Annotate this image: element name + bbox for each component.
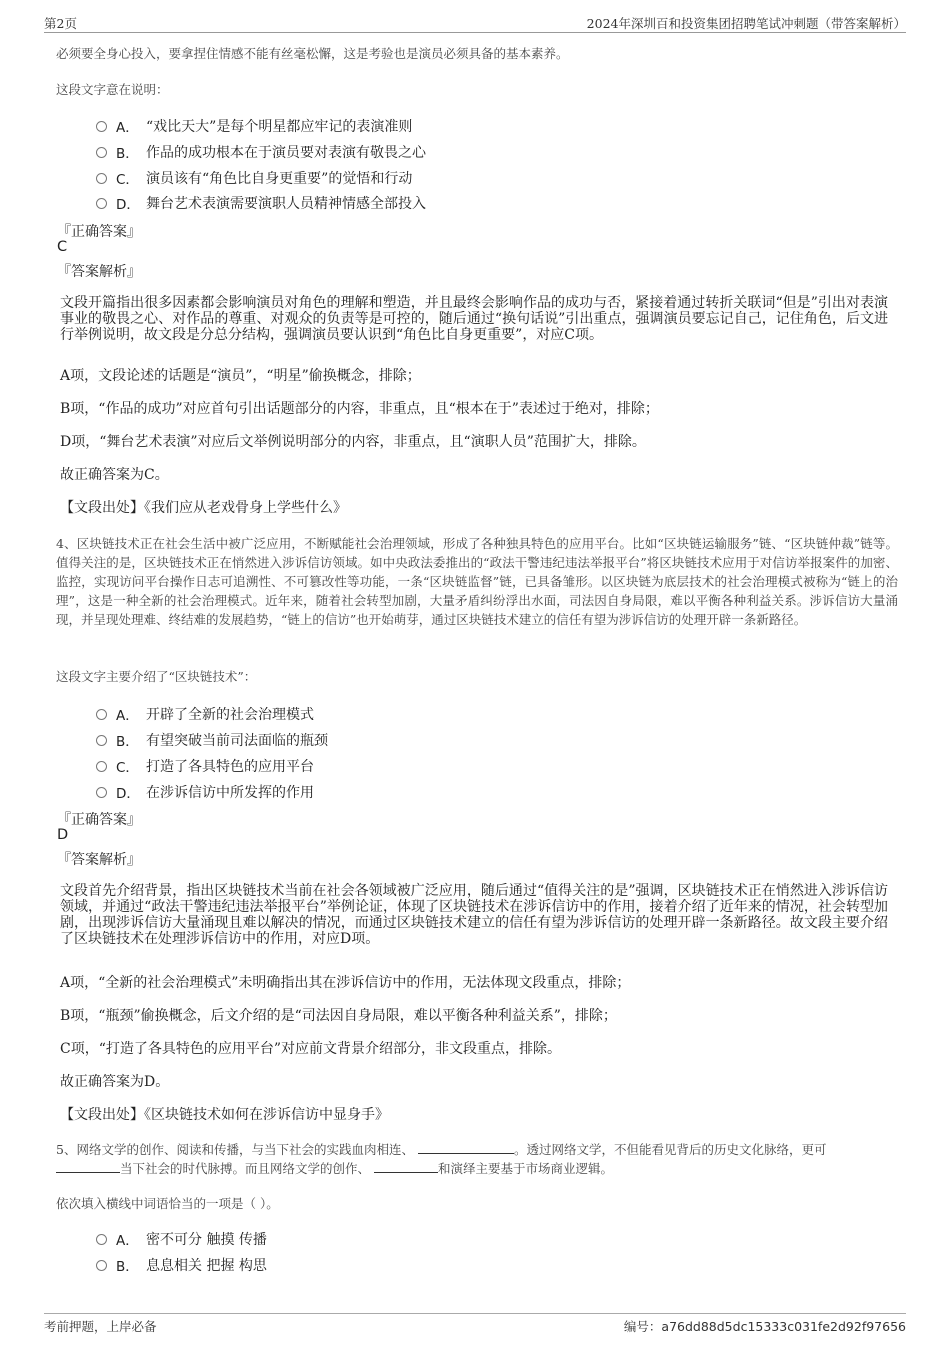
radio-icon[interactable] (96, 1260, 107, 1271)
q3-prompt: 这段文字意在说明： (56, 82, 169, 97)
q3-analysis-line-d: D项，“舞台艺术表演”对应后文举例说明部分的内容，非重点，且“演职人员”范围扩大，排除。 (60, 434, 646, 450)
q4-conclusion: 故正确答案为D。 (60, 1074, 170, 1090)
q4-source: 【文段出处】《区块链技术如何在涉诉信访中显身手》 (60, 1107, 389, 1123)
radio-icon[interactable] (96, 735, 107, 746)
q5-prompt: 依次填入横线中词语恰当的一项是（ ）。 (56, 1196, 279, 1211)
page-footer (44, 1313, 906, 1338)
q3-analysis-line-a: A项，文段论述的话题是“演员”，“明星”偷换概念，排除； (60, 368, 421, 384)
blank-1[interactable] (418, 1141, 514, 1154)
radio-icon[interactable] (96, 121, 107, 132)
q4-stem: 4、区块链技术正在社会生活中被广泛应用，不断赋能社会治理领域，形成了各种独具特色的应用平台。比如“区块链运输服务”链、“区块链仲裁”链等。值得关注的是，区块链技术正在悄然进入涉诉信访领域。如中央政法委推出的“政法干警违纪违法举报平台”将区块链技术应用于对信访举报案件的加密、监控，实现访问平台操作日志可追溯性、不可篡改性等功能，一条“区块链监督”链，已具备雏形。以区块链为底层技术的社会治理模式被称为“链上的治理”，这是一种全新的社会治理模式。近年来，随着社会转型加剧，大量矛盾纠纷浮出水面，司法因自身局限，难以平衡各种利益关系。涉诉信访大量涌现，并呈现处理难、终结难的发展趋势，“链上的信访”也开始萌芽，通过区块链技术建立的信任有望为涉诉信访的处理开辟一条新路径。 (56, 536, 898, 627)
radio-icon[interactable] (96, 1234, 107, 1245)
q4-analysis-line-b: B项，“瓶颈”偷换概念，后文介绍的是“司法因自身局限，难以平衡各种利益关系”，排除； (60, 1008, 617, 1024)
footer-slogan: 考前押题，上岸必备 (44, 1319, 157, 1334)
radio-icon[interactable] (96, 173, 107, 184)
document-title: 2024年深圳百和投资集团招聘笔试冲刺题（带答案解析） (586, 16, 906, 31)
q3-conclusion: 故正确答案为C。 (60, 467, 169, 483)
page-number: 第2页 (44, 16, 77, 31)
q4-analysis-label: 『答案解析』 (57, 852, 141, 868)
q4-prompt: 这段文字主要介绍了“区块链技术”： (56, 669, 257, 684)
q3-analysis-label: 『答案解析』 (57, 264, 141, 280)
q4-analysis-line-a: A项，“全新的社会治理模式”未明确指出其在涉诉信访中的作用，无法体现文段重点，排除； (60, 975, 631, 991)
q3-answer-label: 『正确答案』 (57, 224, 141, 240)
radio-icon[interactable] (96, 709, 107, 720)
radio-icon[interactable] (96, 761, 107, 772)
radio-icon[interactable] (96, 147, 107, 158)
blank-2[interactable] (56, 1160, 120, 1173)
q3-answer: C (57, 239, 68, 255)
blank-3[interactable] (374, 1160, 438, 1173)
radio-icon[interactable] (96, 787, 107, 798)
q4-analysis-line-c: C项，“打造了各具特色的应用平台”对应前文背景介绍部分，非文段重点，排除。 (60, 1041, 562, 1057)
q4-answer: D (57, 827, 69, 843)
q3-stem-tail: 必须要全身心投入，要拿捏住情感不能有丝毫松懈，这是考验也是演员必须具备的基本素养。 (56, 46, 569, 61)
q4-analysis: 文段首先介绍背景，指出区块链技术当前在社会各领域被广泛应用，随后通过“值得关注的是”强调，区块链技术正在悄然进入涉诉信访领域，并通过“政法干警违纪违法举报平台”举例论证，体现了区块链技术在涉诉信访中的作用，接着介绍了近年来的情况，社会转型加剧，出现涉诉信访大量涌现且难以解决的情况，而通过区块链技术建立的信任有望为涉诉信访的处理开辟一条新路径。故文段主要介绍了区块链技术在处理涉诉信访中的作用，对应D项。 (60, 883, 888, 947)
q3-analysis: 文段开篇指出很多因素都会影响演员对角色的理解和塑造，并且最终会影响作品的成功与否，紧接着通过转折关联词“但是”引出对表演事业的敬畏之心、对作品的尊重、对观众的负责等是可控的，随后通过“换句话说”引出重点，强调演员要忘记自己，记住角色，后文进行举例说明，故文段是分总分结构，强调演员要认识到“角色比自身更重要”，对应C项。 (60, 295, 888, 343)
page-header (44, 12, 906, 33)
radio-icon[interactable] (96, 198, 107, 209)
document-code: 编号：a76dd88d5dc15333c031fe2d92f97656 (623, 1319, 906, 1334)
q5-stem: 5、网络文学的创作、阅读和传播，与当下社会的实践血肉相连、 。透过网络文学，不但能看见背后的历史文化脉络，更可 当下社会的时代脉搏。而且网络文学的创作、 和演绎主要基于市场商业逻辑。 (56, 1142, 827, 1176)
q3-source: 【文段出处】《我们应从老戏骨身上学些什么》 (60, 500, 347, 516)
q3-analysis-line-b: B项，“作品的成功”对应首句引出话题部分的内容，非重点，且“根本在于”表述过于绝对，排除； (60, 401, 659, 417)
q4-answer-label: 『正确答案』 (57, 812, 141, 828)
